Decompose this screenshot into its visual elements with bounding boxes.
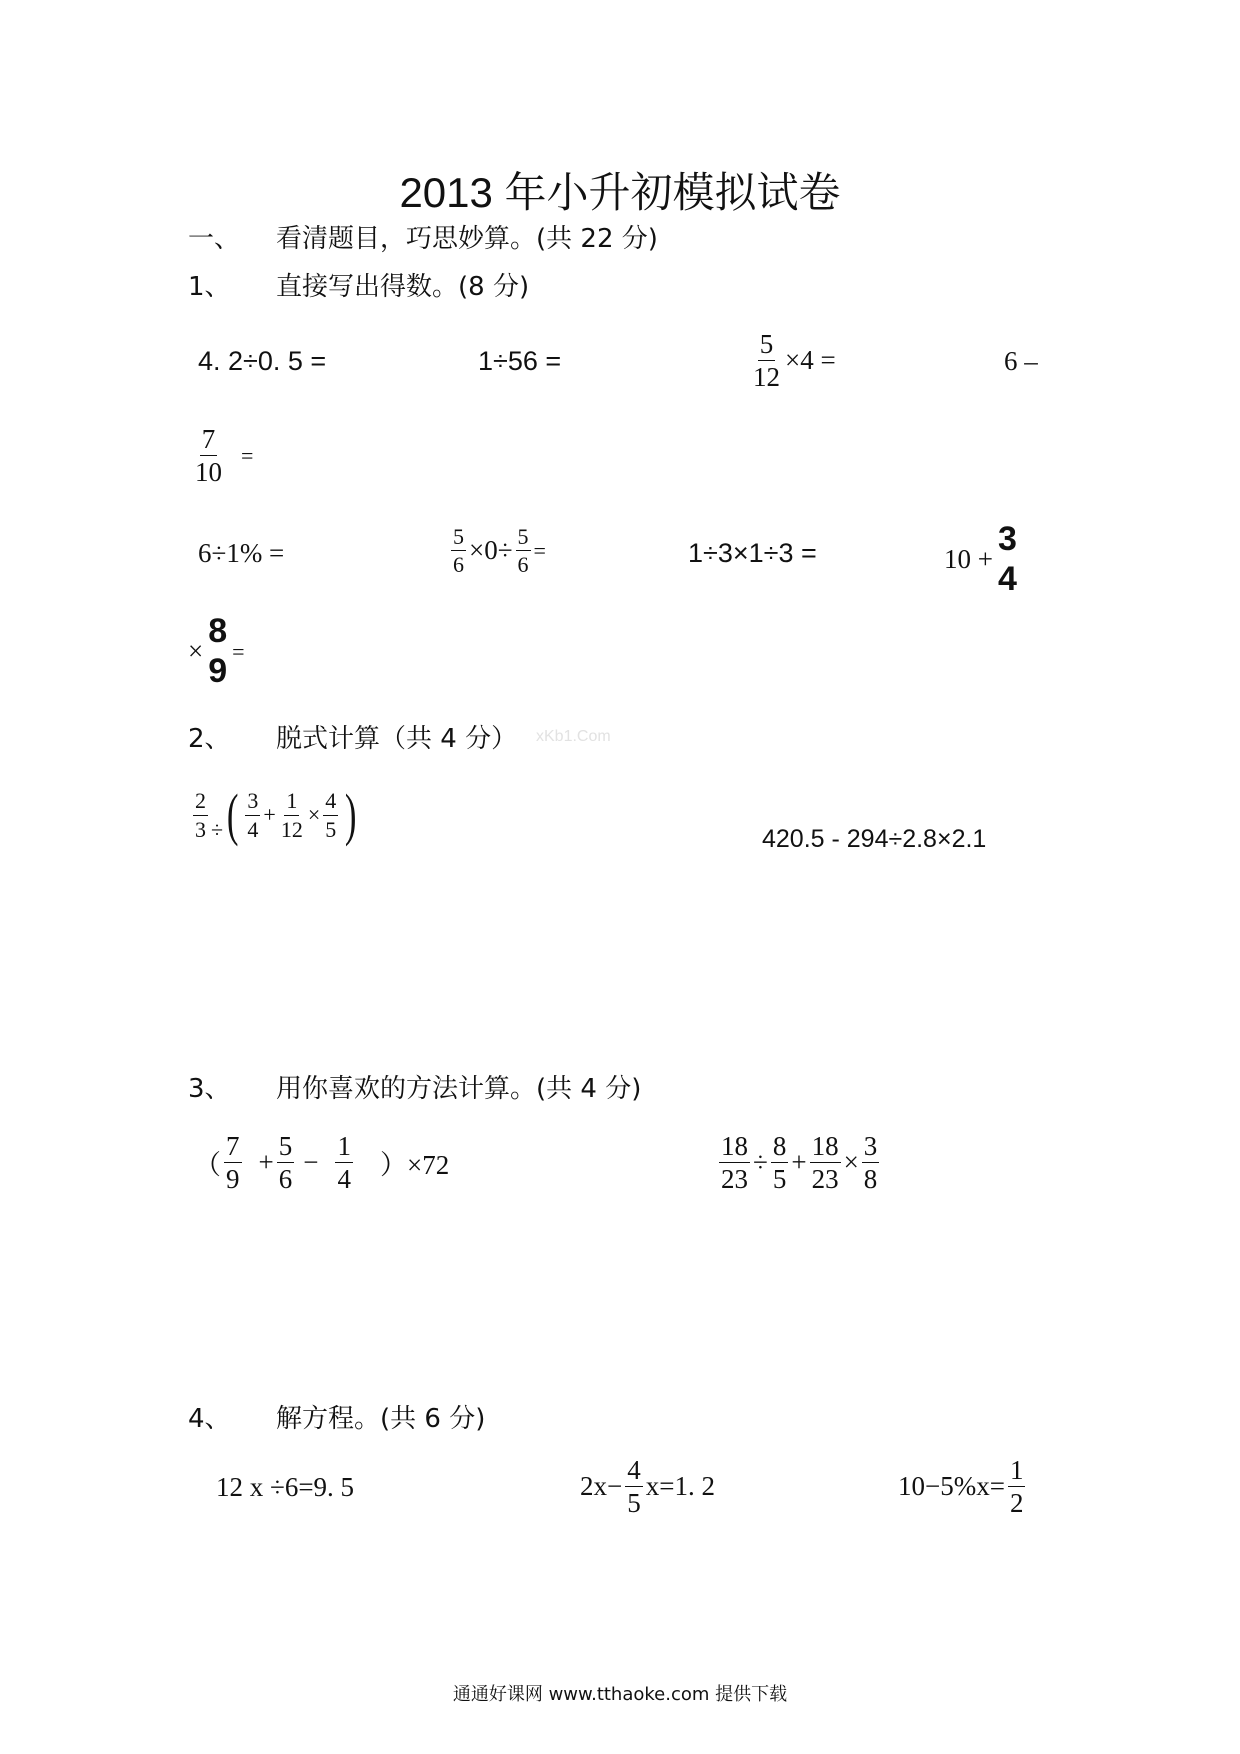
denominator: 12 <box>280 816 303 842</box>
q1-expr-3 <box>748 330 836 392</box>
q4-equation-b <box>580 1456 715 1518</box>
q3-expr-b <box>716 1132 882 1194</box>
question-1-number: 1、 <box>188 272 231 302</box>
denominator: 2 <box>1009 1488 1024 1519</box>
watermark: xKb1.Com <box>536 728 611 745</box>
q1-expr-9 <box>188 614 245 689</box>
question-4-number: 4、 <box>188 1404 231 1434</box>
plus-sign: + <box>791 1147 807 1178</box>
fraction <box>224 1132 242 1194</box>
question-3-number: 3、 <box>188 1074 231 1104</box>
fraction <box>193 789 208 840</box>
expr-rest: ）×72 <box>379 1150 450 1181</box>
numerator: 7 <box>200 425 218 456</box>
denominator: 4 <box>997 559 1017 598</box>
numerator: 5 <box>516 525 531 551</box>
q2-expr-a <box>190 782 361 847</box>
question-1-heading <box>188 266 529 303</box>
left-paren: ( <box>226 782 239 847</box>
fraction <box>751 330 782 392</box>
denominator: 8 <box>863 1164 878 1195</box>
part-one-label: 看清题目，巧思妙算。(共 22 分) <box>276 224 658 254</box>
fraction <box>771 1132 789 1194</box>
denominator: 4 <box>247 816 259 842</box>
numerator: 5 <box>277 1132 295 1163</box>
numerator: 1 <box>1008 1456 1026 1487</box>
denominator: 10 <box>195 457 222 488</box>
question-2-label: 脱式计算（共 4 分） <box>276 724 518 754</box>
numerator: 2 <box>193 789 208 815</box>
plus-sign: + <box>263 802 276 827</box>
expr-rest: = <box>232 638 245 664</box>
numerator: 3 <box>862 1132 880 1163</box>
fraction <box>245 789 260 840</box>
footer: 通通好课网 www.tthaoke.com 提供下载 <box>452 1684 788 1705</box>
plus-sign: + <box>258 1147 274 1178</box>
times-sign: × <box>307 802 321 827</box>
divide-sign: ÷ <box>753 1147 768 1178</box>
numerator: 18 <box>719 1132 750 1163</box>
numerator: 7 <box>224 1132 242 1163</box>
question-2-heading <box>188 718 517 755</box>
expr-lead: 2x− <box>580 1471 623 1502</box>
denominator: 23 <box>811 1164 839 1195</box>
numerator: 18 <box>810 1132 841 1163</box>
fraction <box>451 525 466 576</box>
q4-equation-a: 12 x ÷6=9. 5 <box>216 1472 355 1502</box>
minus-sign: − <box>303 1147 319 1178</box>
denominator: 12 <box>753 362 780 393</box>
numerator: 1 <box>284 789 299 815</box>
expr-rest: x=1. 2 <box>645 1471 715 1502</box>
denominator: 6 <box>517 552 529 578</box>
numerator: 1 <box>335 1132 353 1163</box>
numerator: 8 <box>771 1132 789 1163</box>
q1-expr-7: 1÷3×1÷3 = <box>688 538 817 568</box>
q1-expr-8 <box>944 522 1022 597</box>
right-paren: ) <box>345 782 357 847</box>
denominator: 4 <box>337 1164 351 1195</box>
numerator: 5 <box>451 525 466 551</box>
denominator: 5 <box>627 1488 641 1519</box>
fraction <box>996 522 1019 597</box>
expr-lead: 10 + <box>944 544 993 575</box>
numerator: 8 <box>208 612 228 650</box>
q1-expr-1: 4. 2÷0. 5 = <box>198 346 327 376</box>
question-4-heading <box>188 1398 485 1435</box>
denominator: 9 <box>226 1164 240 1195</box>
question-2-number: 2、 <box>188 724 231 754</box>
denominator: 5 <box>325 816 337 842</box>
page-title: 2013 年小升初模拟试卷 <box>399 169 841 216</box>
fraction <box>810 1132 841 1194</box>
denominator: 9 <box>208 651 228 690</box>
question-3-label: 用你喜欢的方法计算。(共 4 分) <box>276 1074 642 1104</box>
part-one-number: 一、 <box>188 224 241 254</box>
fraction <box>625 1456 643 1518</box>
fraction <box>279 789 305 840</box>
denominator: 6 <box>453 552 464 578</box>
numerator: 5 <box>758 330 776 361</box>
q2-expr-b: 420.5 - 294÷2.8×2.1 <box>762 825 987 853</box>
times-sign: × <box>843 1147 859 1178</box>
expr-lead: × <box>188 636 204 667</box>
numerator: 3 <box>245 789 260 815</box>
q1-expr-2: 1÷56 = <box>478 346 562 376</box>
numerator: 3 <box>997 520 1017 558</box>
fraction <box>277 1132 295 1194</box>
expr-rest: ×4 = <box>785 345 836 376</box>
q1-expr-5: 6÷1% = <box>198 538 285 568</box>
q1-expr-4-lead: 6 – <box>1004 346 1038 376</box>
q3-expr-a <box>194 1132 449 1194</box>
fraction <box>206 614 229 689</box>
q1-expr-6 <box>448 525 546 576</box>
part-one-heading <box>188 218 658 255</box>
numerator: 4 <box>323 789 338 815</box>
expr-lead: 10−5%x= <box>898 1471 1005 1502</box>
fraction <box>335 1132 353 1194</box>
denominator: 23 <box>721 1164 748 1195</box>
denominator: 6 <box>278 1164 293 1195</box>
question-4-label: 解方程。(共 6 分) <box>276 1404 486 1434</box>
question-3-heading <box>188 1068 641 1105</box>
fraction <box>193 425 224 487</box>
fraction <box>862 1132 880 1194</box>
fraction <box>719 1132 750 1194</box>
numerator: 4 <box>625 1456 643 1487</box>
fraction <box>1008 1456 1026 1518</box>
denominator: 5 <box>772 1164 787 1195</box>
left-paren: （ <box>194 1150 221 1181</box>
fraction <box>323 789 338 840</box>
divide-sign: ÷ <box>211 817 224 842</box>
denominator: 3 <box>195 816 206 842</box>
fraction <box>516 525 531 576</box>
expr-mid: ×0÷ <box>469 535 513 566</box>
q1-expr-4 <box>190 425 253 487</box>
question-1-label: 直接写出得数。(8 分) <box>276 272 530 302</box>
q4-equation-c <box>898 1456 1028 1518</box>
expr-rest: = <box>533 537 546 563</box>
expr-rest: = <box>241 442 254 468</box>
